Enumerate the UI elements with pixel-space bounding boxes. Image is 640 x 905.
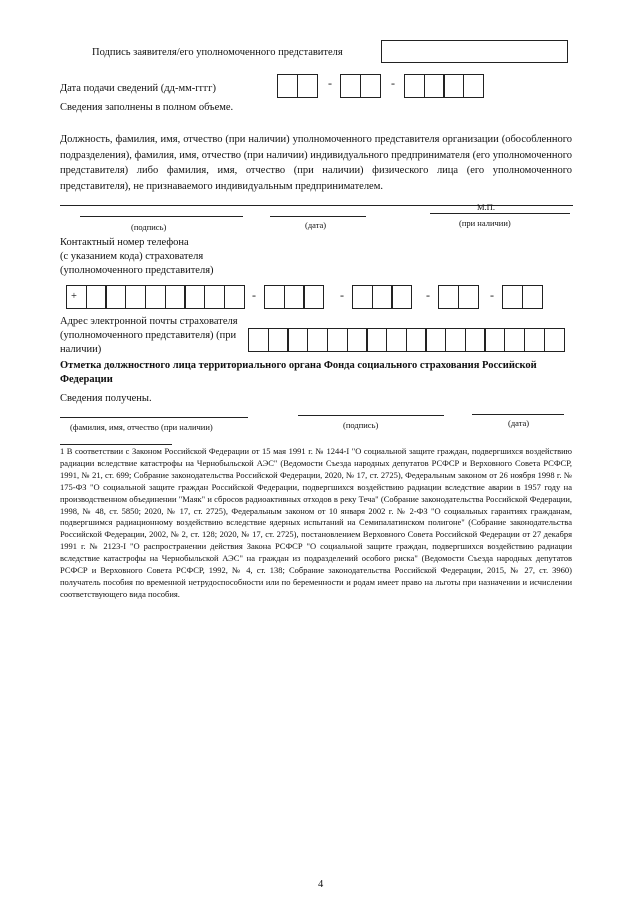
stamp-caption: М.П. (477, 202, 495, 212)
phone-label-3: (уполномоченного представителя) (60, 265, 214, 276)
fund-date-line (472, 414, 564, 415)
fio-line (60, 417, 248, 418)
date-day-cells[interactable] (277, 74, 316, 98)
fund-date-caption: (дата) (508, 418, 530, 428)
date-caption: (дата) (305, 220, 327, 230)
phone-part2-cells[interactable] (438, 285, 477, 309)
phone-country-cells[interactable] (66, 285, 243, 309)
footnote-separator (60, 444, 172, 445)
page-number: 4 (318, 879, 324, 890)
position-line (60, 205, 573, 206)
date-line (270, 216, 366, 217)
phone-separator: - (340, 288, 344, 302)
date-year-cells[interactable] (404, 74, 483, 98)
footnote-text: 1 В соответствии с Законом Российской Федерации от 15 мая 1991 г. № 1244-I "О социальной защите граждан, подвергшихся воздействию радиации вследствие катастрофы на Чернобыльской АЭС" (Ведомости Съезда народных депутатов РСФСР и Верховного Совета РСФСР, 1991, № 21, ст. 699; Собрание законодательства Российской Федерации, 2020, № 17, ст. 2725), Федеральным законом от 26 ноября 1998 г. № 175-ФЗ "О социальной защите граждан Российской Федерации, подвергшихся воздействию радиации вследствие аварии в 1957 году на производственном объединении "Маяк" и сбросов радиоактивных отходов в реку Теча" (Собрание законодательства Российской Федерации, 1998, № 48, ст. 5850; 2020, № 17, ст. 2725), Федеральным законом от 10 января 2002 г. № 2-ФЗ "О социальных гарантиях гражданам, подвергшимся радиационному воздействию вследствие ядерных испытаний на Семипалатинском полигоне" (Собрание законодательства Российской Федерации, 2002, № 2, ст. 128; 2020, № 17, ст. 2725), постановлением Верховного Совета Российской Федерации от 27 декабря 1991 г. № 2123-I "О распространении действия Закона РСФСР "О социальной защите граждан, подвергшихся воздействию радиации вследствие катастрофы на Чернобыльской АЭС" на граждан из подразделений особого риска" (Ведомости Съезда народных депутатов РСФСР и Верховного Совета РСФСР, 1992, № 4, ст. 138; Собрание законодательства Российской Федерации, 2015, № 27, ст. 3960) получатель пособия по временной нетрудоспособности или по беременности и родам имеет право на льготы при назначении и исчислении соответствующего вида пособия. (60, 446, 572, 599)
phone-label-2: (с указанием кода) страхователя (60, 251, 204, 262)
fio-caption: (фамилия, имя, отчество (при наличии) (70, 422, 213, 432)
fund-signature-line (298, 415, 444, 416)
date-separator: - (391, 76, 395, 90)
phone-separator: - (490, 288, 494, 302)
plus-sign: + (71, 291, 77, 302)
phone-part1-cells[interactable] (352, 285, 411, 309)
phone-code-cells[interactable] (264, 285, 323, 309)
stamp-note: (при наличии) (459, 218, 511, 228)
stamp-line (430, 213, 570, 214)
email-label-3: наличии) (60, 344, 102, 355)
email-cells[interactable] (248, 328, 563, 352)
complete-label: Сведения заполнены в полном объеме. (60, 102, 234, 113)
position-paragraph: Должность, фамилия, имя, отчество (при наличии) уполномоченного представителя организации (обособленного подразделения), фамилия, имя, отчество (при наличии) индивидуального предпринимателя (его уполномоченного представителя) либо фамилия, имя, отчество (при наличии) физического лица (его уполномоченного представителя), не признаваемого индивидуальным предпринимателем. (60, 134, 572, 192)
date-month-cells[interactable] (340, 74, 379, 98)
signature-label: Подпись заявителя/его уполномоченного представителя (92, 47, 343, 58)
date-label: Дата подачи сведений (дд-мм-гггг) (60, 83, 216, 94)
date-separator: - (328, 76, 332, 90)
email-label-2: (уполномоченного представителя) (при (60, 330, 237, 341)
phone-part3-cells[interactable] (502, 285, 541, 309)
signature-line (80, 216, 243, 217)
fund-mark-title: Отметка должностного лица территориального органа Фонда социального страхования Российской Федерации (60, 360, 537, 385)
phone-label-1: Контактный номер телефона (60, 237, 189, 248)
signature-caption: (подпись) (131, 222, 167, 232)
signature-box[interactable] (381, 40, 568, 63)
received-label: Сведения получены. (60, 393, 152, 404)
fund-signature-caption: (подпись) (343, 420, 379, 430)
phone-separator: - (426, 288, 430, 302)
phone-separator: - (252, 288, 256, 302)
email-label-1: Адрес электронной почты страхователя (60, 316, 238, 327)
